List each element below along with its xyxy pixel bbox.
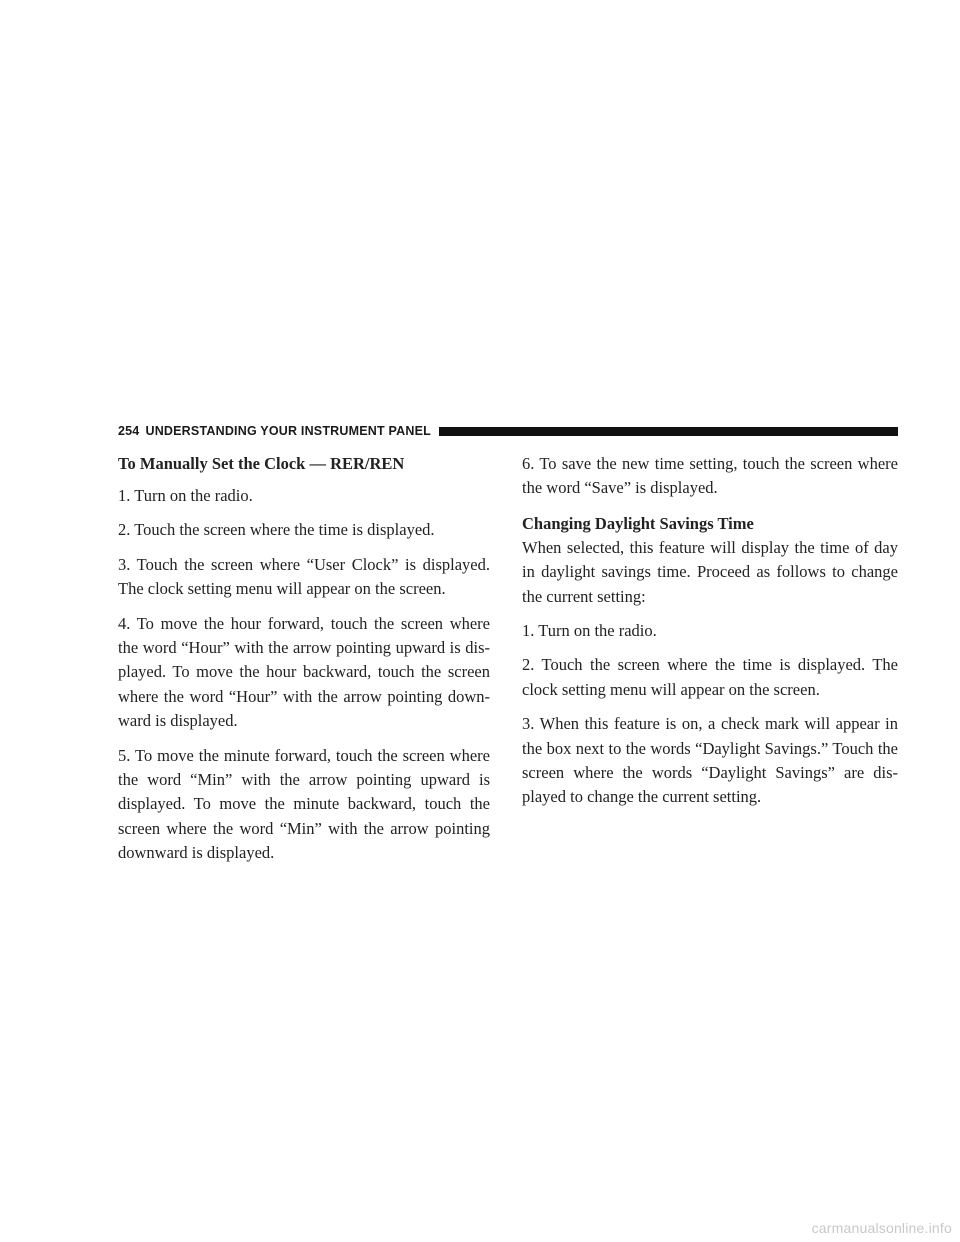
step-paragraph: 3. When this feature is on, a check mark will appear in the box next to the words “Daylight Savings.” Touch the screen where the words “Daylight Savings” are dis-played to change the current setting. (522, 714, 898, 807)
page-header (118, 422, 898, 440)
header-rule (439, 427, 898, 436)
step-paragraph: 4. To move the hour forward, touch the screen where the word “Hour” with the arrow pointing upward is dis-played. To move the hour backward, touch the screen where the word “Hour” with the arrow pointing down-ward is displayed. (118, 613, 490, 731)
step-paragraph: 6. To save the new time setting, touch the screen where the word “Save” is displayed. (522, 454, 898, 498)
page-number: 254 (118, 424, 140, 438)
watermark-text: carmanualsonline.info (811, 1220, 952, 1236)
right-column (522, 452, 898, 820)
clock-heading: To Manually Set the Clock — RER/REN (118, 454, 405, 473)
step-paragraph: 1. Turn on the radio. (118, 486, 253, 505)
intro-paragraph: When selected, this feature will display the time of day in daylight savings time. Proceed as follows to change the current setting: (522, 537, 898, 606)
step-paragraph: 3. Touch the screen where “User Clock” is displayed. The clock setting menu will appear on the screen. (118, 554, 490, 599)
daylight-heading: Changing Daylight Savings Time (522, 513, 754, 533)
left-column (118, 452, 490, 876)
step-paragraph: 5. To move the minute forward, touch the screen where the word “Min” with the arrow pointing upward is displayed. To move the minute backward, touch the screen where the word “Min” with the arrow pointing downward is displayed. (118, 745, 490, 863)
section-title: UNDERSTANDING YOUR INSTRUMENT PANEL (145, 424, 431, 438)
step-paragraph: 1. Turn on the radio. (522, 621, 657, 641)
step-paragraph: 2. Touch the screen where the time is displayed. (118, 520, 435, 540)
step-paragraph: 2. Touch the screen where the time is displayed. The clock setting menu will appear on the screen. (522, 655, 898, 699)
